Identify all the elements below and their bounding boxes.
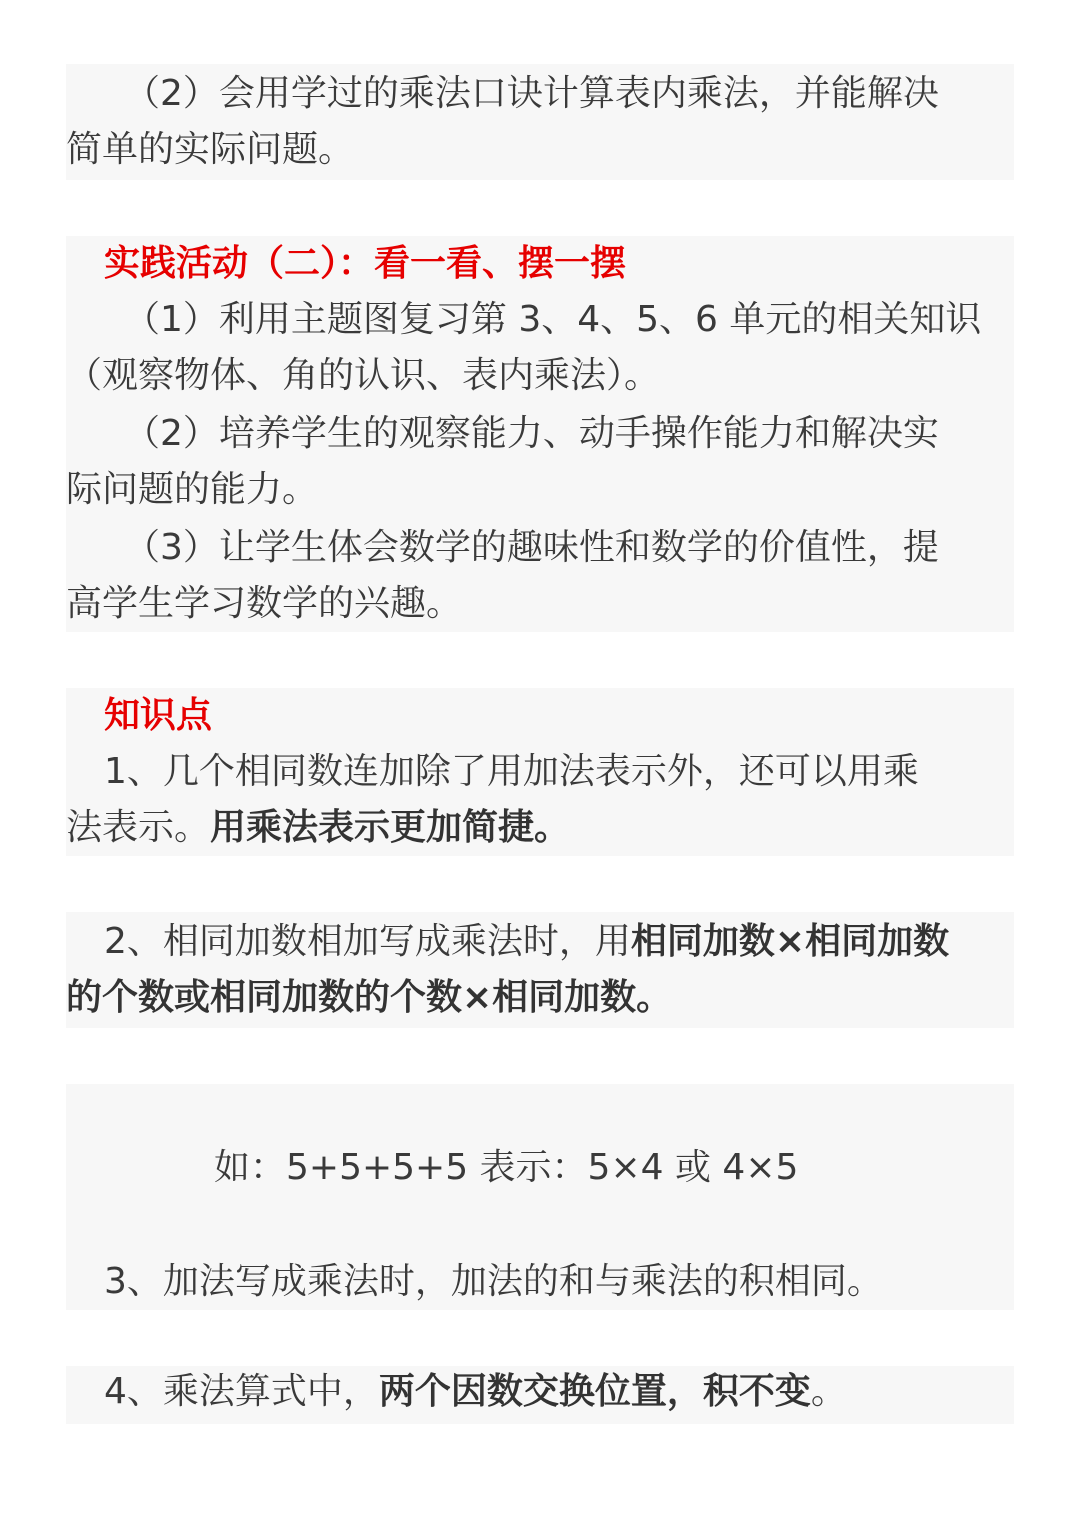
knowledge-point-1-line-2 (66, 806, 1014, 850)
activity-heading: 实践活动（二）：看一看、摆一摆 (104, 243, 627, 284)
example-line: 如：5+5+5+5 表示：5×4 或 4×5 (214, 1147, 799, 1188)
knowledge-point-1-emphasis: 用乘法表示更加简捷。 (210, 807, 571, 848)
activity-item-3-line-2: 高学生学习数学的兴趣。 (66, 583, 463, 624)
knowledge-point-4-text: 4、乘法算式中， (104, 1371, 379, 1412)
knowledge-point-4-block (66, 1366, 1014, 1424)
objective-block (66, 64, 1014, 180)
activity-item-2-line-1: （2）培养学生的观察能力、动手操作能力和解决实 (124, 413, 939, 454)
knowledge-point-1-text: 法表示。 (66, 807, 211, 848)
objective-line-2: 简单的实际问题。 (66, 129, 355, 170)
activity-item-1-line-2: （观察物体、角的认识、表内乘法）。 (66, 355, 661, 396)
knowledge-point-1-line-1: 1、几个相同数连加除了用加法表示外，还可以用乘 (104, 751, 919, 792)
objective-line-1: （2）会用学过的乘法口诀计算表内乘法，并能解决 (124, 73, 939, 114)
knowledge-point-2-block (66, 912, 1014, 1028)
knowledge-point-4 (66, 1370, 1014, 1414)
knowledge-point-2-line-1 (66, 920, 1014, 964)
activity-block (66, 236, 1014, 632)
activity-item-3-line-1: （3）让学生体会数学的趣味性和数学的价值性，提 (124, 527, 939, 568)
example-block (66, 1084, 1014, 1310)
knowledge-point-4-end: 。 (810, 1371, 847, 1412)
knowledge-heading: 知识点 (104, 695, 213, 736)
activity-item-1-line-1: （1）利用主题图复习第 3、4、5、6 单元的相关知识 (124, 299, 982, 340)
activity-item-2-line-2: 际问题的能力。 (66, 469, 319, 510)
knowledge-point-2-text: 2、相同加数相加写成乘法时，用 (104, 921, 631, 962)
knowledge-point-2-emphasis-1: 相同加数×相同加数 (630, 921, 950, 962)
knowledge-point-3: 3、加法写成乘法时，加法的和与乘法的积相同。 (104, 1261, 883, 1302)
knowledge-point-2-line-2: 的个数或相同加数的个数×相同加数。 (66, 977, 673, 1018)
knowledge-point-4-emphasis: 两个因数交换位置，积不变 (378, 1371, 811, 1412)
knowledge-block (66, 688, 1014, 856)
